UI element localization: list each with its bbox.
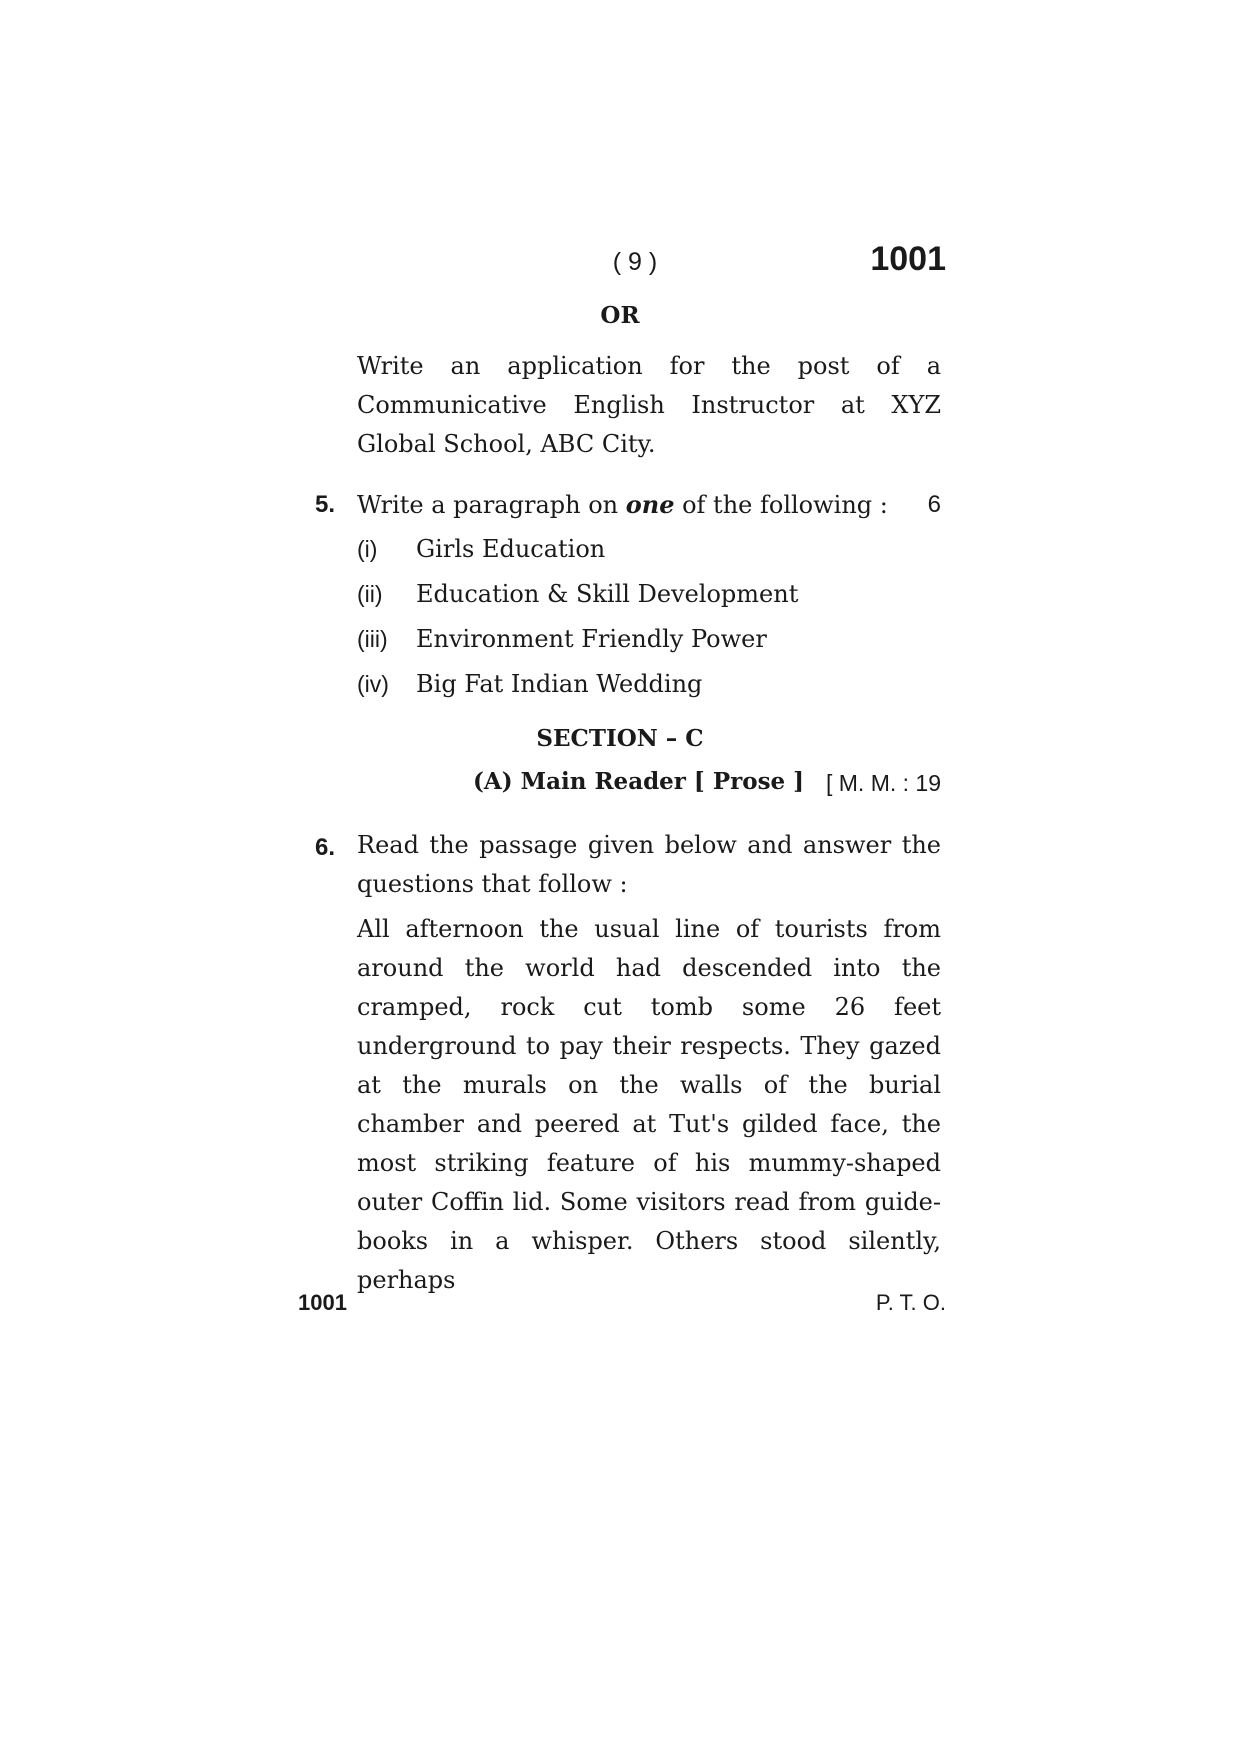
- option-number: (ii): [357, 581, 383, 607]
- or-application-text: Write an application for the post of a Communicative English Instructor at XYZ Global School, ABC City.: [357, 352, 941, 458]
- option-text: Girls Education: [416, 535, 606, 563]
- question-5-text: [357, 490, 888, 519]
- subsection-heading: (A) Main Reader [ Prose ]: [473, 768, 805, 795]
- page-turn-note: P. T. O.: [875, 1290, 946, 1315]
- question-6-instruction: Read the passage given below and answer the questions that follow :: [357, 831, 941, 898]
- or-heading: OR: [600, 302, 640, 329]
- question-6-passage: All afternoon the usual line of tourists from around the world had descended into the cramped, rock cut tomb some 26 feet underground to pay their respects. They gazed at the murals on the walls of the burial chamber and peered at Tut's gilded face, the most striking feature of his mummy-shaped outer Coffin lid. Some visitors read from guide-books in a whisper. Others stood silently, perhaps: [357, 915, 941, 1294]
- question-5-emphasis: one: [625, 490, 675, 519]
- option-text: Education & Skill Development: [416, 580, 799, 608]
- page-number: ( 9 ): [612, 248, 658, 276]
- option-number: (iii): [357, 626, 388, 652]
- paper-code-header: 1001: [870, 240, 946, 278]
- option-text: Environment Friendly Power: [416, 625, 767, 653]
- footer-paper-code: 1001: [298, 1290, 347, 1315]
- section-heading: SECTION – C: [536, 725, 704, 752]
- question-5-text-before: Write a paragraph on: [357, 491, 626, 519]
- option-number: (i): [357, 536, 378, 562]
- question-5-text-after: of the following :: [674, 491, 888, 519]
- question-5-number: 5.: [315, 491, 336, 518]
- option-number: (iv): [357, 671, 389, 697]
- max-marks: [ M. M. : 19: [825, 770, 941, 796]
- question-6-number: 6.: [315, 834, 336, 861]
- question-5-marks: 6: [927, 491, 941, 518]
- option-text: Big Fat Indian Wedding: [416, 670, 703, 698]
